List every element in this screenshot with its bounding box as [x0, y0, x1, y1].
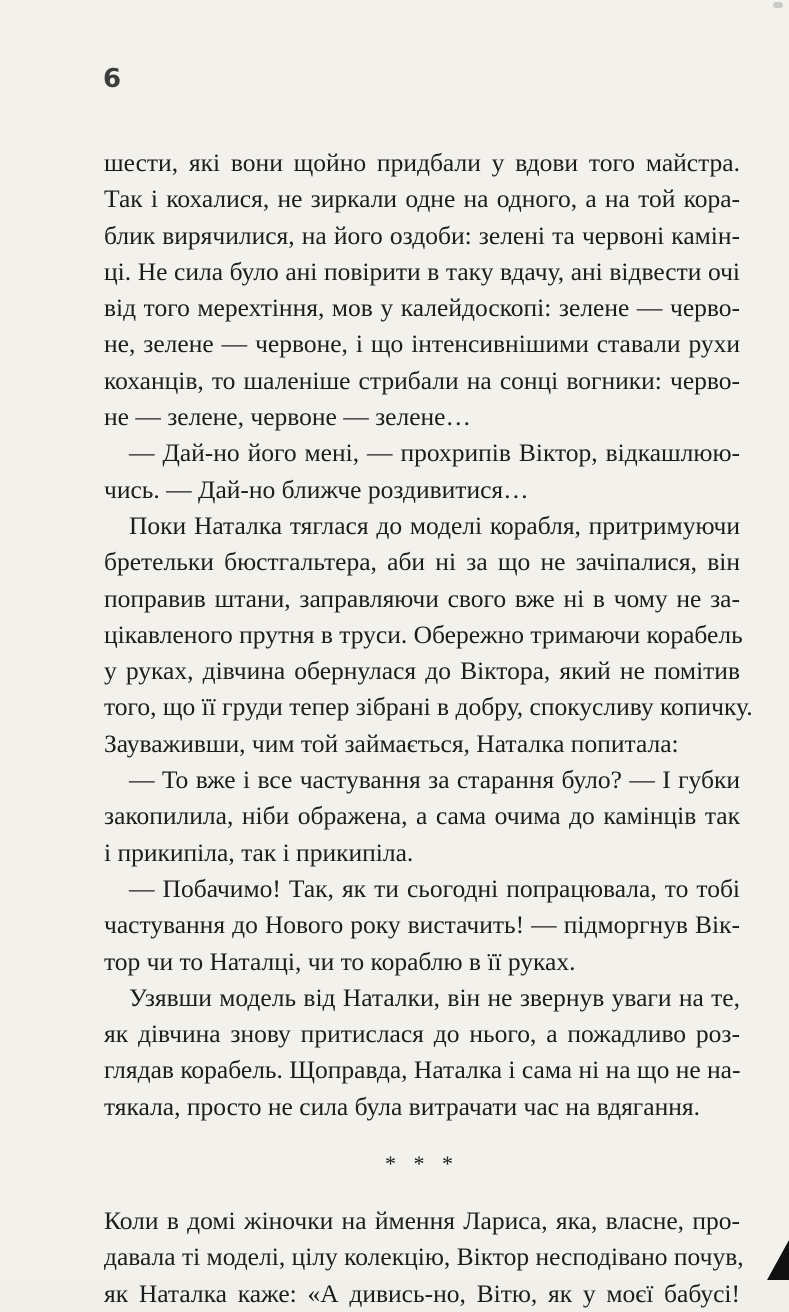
text-line: того, що її груди тепер зібрані в добру, спокусливу копичку.: [104, 692, 753, 722]
page-edge-mark: [773, 2, 783, 8]
text-line: глядав корабель. Щоправда, Наталка і сама ні на що не на-: [104, 1055, 741, 1085]
text-line: і прикипіла, так і прикипіла.: [104, 837, 414, 867]
text-line: давала ті моделі, цілу колекцію, Віктор несподівано почув,: [104, 1242, 744, 1272]
text-line: поправив штани, заправляючи свого вже ні в чому не за-: [104, 583, 740, 613]
text-line: у руках, дівчина обернулася до Віктора, який не помітив: [104, 656, 740, 686]
page-edge-shadow: [767, 1240, 789, 1280]
text-line: як дівчина знову притислася до нього, а пожадливо роз-: [104, 1019, 740, 1049]
text-line: бретельки бюстгальтера, аби ні за що не зачіпалися, він: [104, 547, 740, 577]
text-line: від того мерехтіння, мов у калейдоскопі: зелене — черво-: [104, 293, 740, 323]
body-text: [104, 145, 753, 1312]
text-line: шести, які вони щойно придбали у вдови того майстра.: [104, 148, 740, 177]
text-line: — То вже і все частування за старання було? — І губки: [129, 765, 740, 795]
text-line: тор чи то Наталці, чи то кораблю в її руках.: [104, 946, 576, 976]
text-line: — Побачимо! Так, як ти сьогодні попрацювала, то тобі: [129, 873, 740, 903]
text-line: — Дай-но його мені, — прохрипів Віктор, відкашлюю-: [129, 438, 740, 468]
text-line: Узявши модель від Наталки, він не звернув уваги на те,: [129, 982, 740, 1012]
text-line: чись. — Дай-но ближче роздивитися…: [104, 474, 529, 504]
text-line: Зауваживши, чим той займається, Наталка попитала:: [104, 728, 679, 758]
text-line: ці. Не сила було ані повірити в таку вдачу, ані відвести очі: [104, 256, 740, 286]
text-line: Так і кохалися, не зиркали одне на одного, а на той кора-: [104, 184, 740, 214]
text-line: закопилила, ніби ображена, а сама очима до камінців так: [104, 801, 740, 831]
text-line: Коли в домі жіночки на ймення Лариса, яка, власне, про-: [104, 1206, 740, 1236]
text-line: не — зелене, червоне — зелене…: [104, 402, 471, 432]
section-separator: * * *: [385, 1151, 459, 1177]
text-line: коханців, то шаленіше стрибали на сонці вогники: черво-: [104, 365, 740, 395]
text-line: Поки Наталка тяглася до моделі корабля, притримуючи: [129, 510, 740, 540]
page-number: 6: [103, 64, 122, 94]
text-line: як Наталка каже: «А дивись-но, Вітю, як у моєї бабусі!: [104, 1278, 740, 1308]
text-line: частування до Нового року вистачить! — підморгнув Вік-: [104, 910, 740, 940]
text-line: тякала, просто не сила була витрачати час на вдягання.: [104, 1091, 700, 1121]
text-line: цікавленого прутня в труси. Обережно тримаючи корабель: [104, 619, 743, 649]
text-line: не, зелене — червоне, і що інтенсивнішими ставали рухи: [104, 329, 740, 359]
text-line: блик вирячилися, на його оздоби: зелені та червоні камін-: [104, 220, 740, 250]
